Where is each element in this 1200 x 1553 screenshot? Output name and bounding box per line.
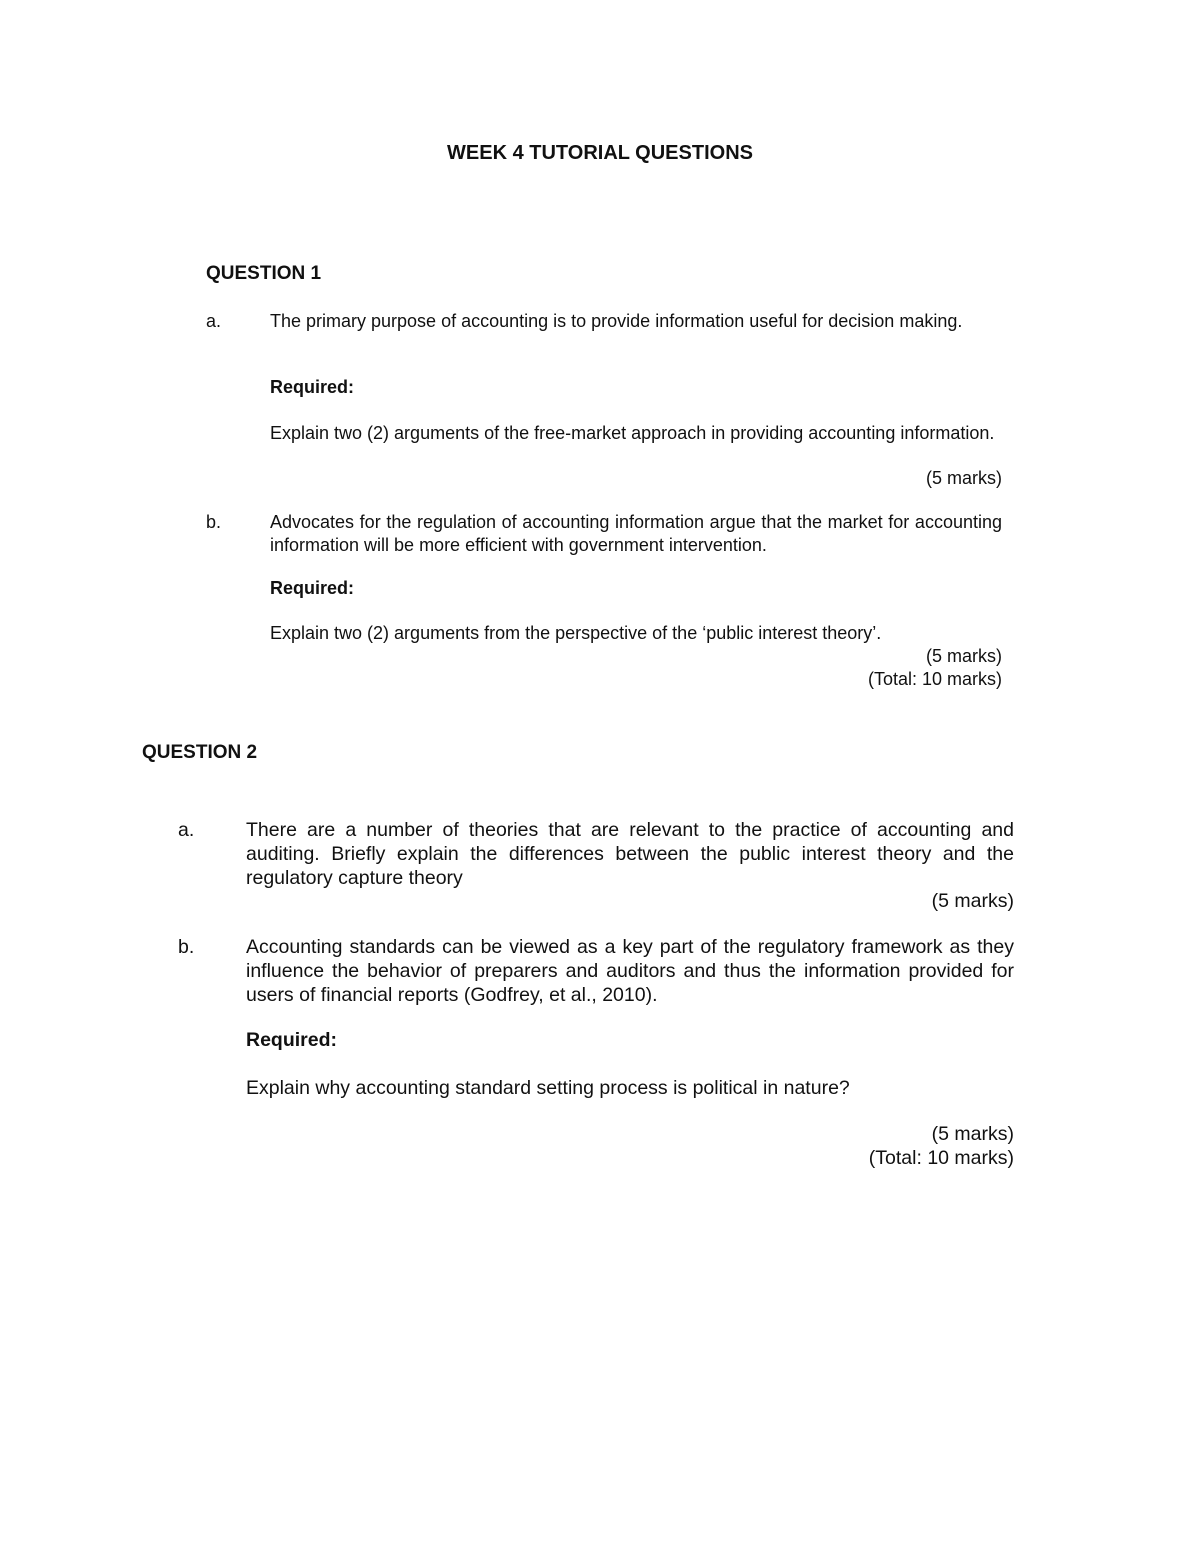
q1-a-task: Explain two (2) arguments of the free-market approach in providing accounting information. [270,423,995,443]
question-2-heading: QUESTION 2 [142,742,258,763]
q1-a-required-label: Required: [270,377,355,397]
q1-b-text: Advocates for the regulation of accounting information argue that the market for accounting information will be more efficient with government intervention. [270,512,1002,555]
q2-a-text: There are a number of theories that are relevant to the practice of accounting and auditing. Briefly explain the differences between the public interest theory and the regulatory capture theory [246,819,1014,889]
q2-b-task: Explain why accounting standard setting process is political in nature? [246,1077,850,1099]
q1-b-marks: (5 marks) [926,646,1002,666]
q1-total-marks: (Total: 10 marks) [867,669,1002,689]
q2-total-marks: (Total: 10 marks) [868,1147,1014,1169]
question-1-heading: QUESTION 1 [206,263,322,284]
q2-b-label: b. [178,936,195,958]
q1-b-required-label: Required: [270,578,355,598]
q2-a-label: a. [178,819,195,841]
q2-b-marks: (5 marks) [931,1123,1014,1145]
q1-a-text: The primary purpose of accounting is to provide information useful for decision making. [270,311,963,331]
q1-b-label: b. [206,512,222,532]
q2-a-marks: (5 marks) [931,890,1014,912]
q1-a-marks: (5 marks) [926,468,1002,488]
q2-b-text: Accounting standards can be viewed as a key part of the regulatory framework as they influence the behavior of preparers and auditors and thus the information provided for users of financial reports (Godfrey, et al., 2010). [246,936,1014,1006]
q1-a-label: a. [206,311,222,331]
page-title: WEEK 4 TUTORIAL QUESTIONS [447,142,753,164]
q1-b-task: Explain two (2) arguments from the perspective of the ‘public interest theory’. [270,623,882,643]
q2-b-required-label: Required: [246,1029,338,1051]
